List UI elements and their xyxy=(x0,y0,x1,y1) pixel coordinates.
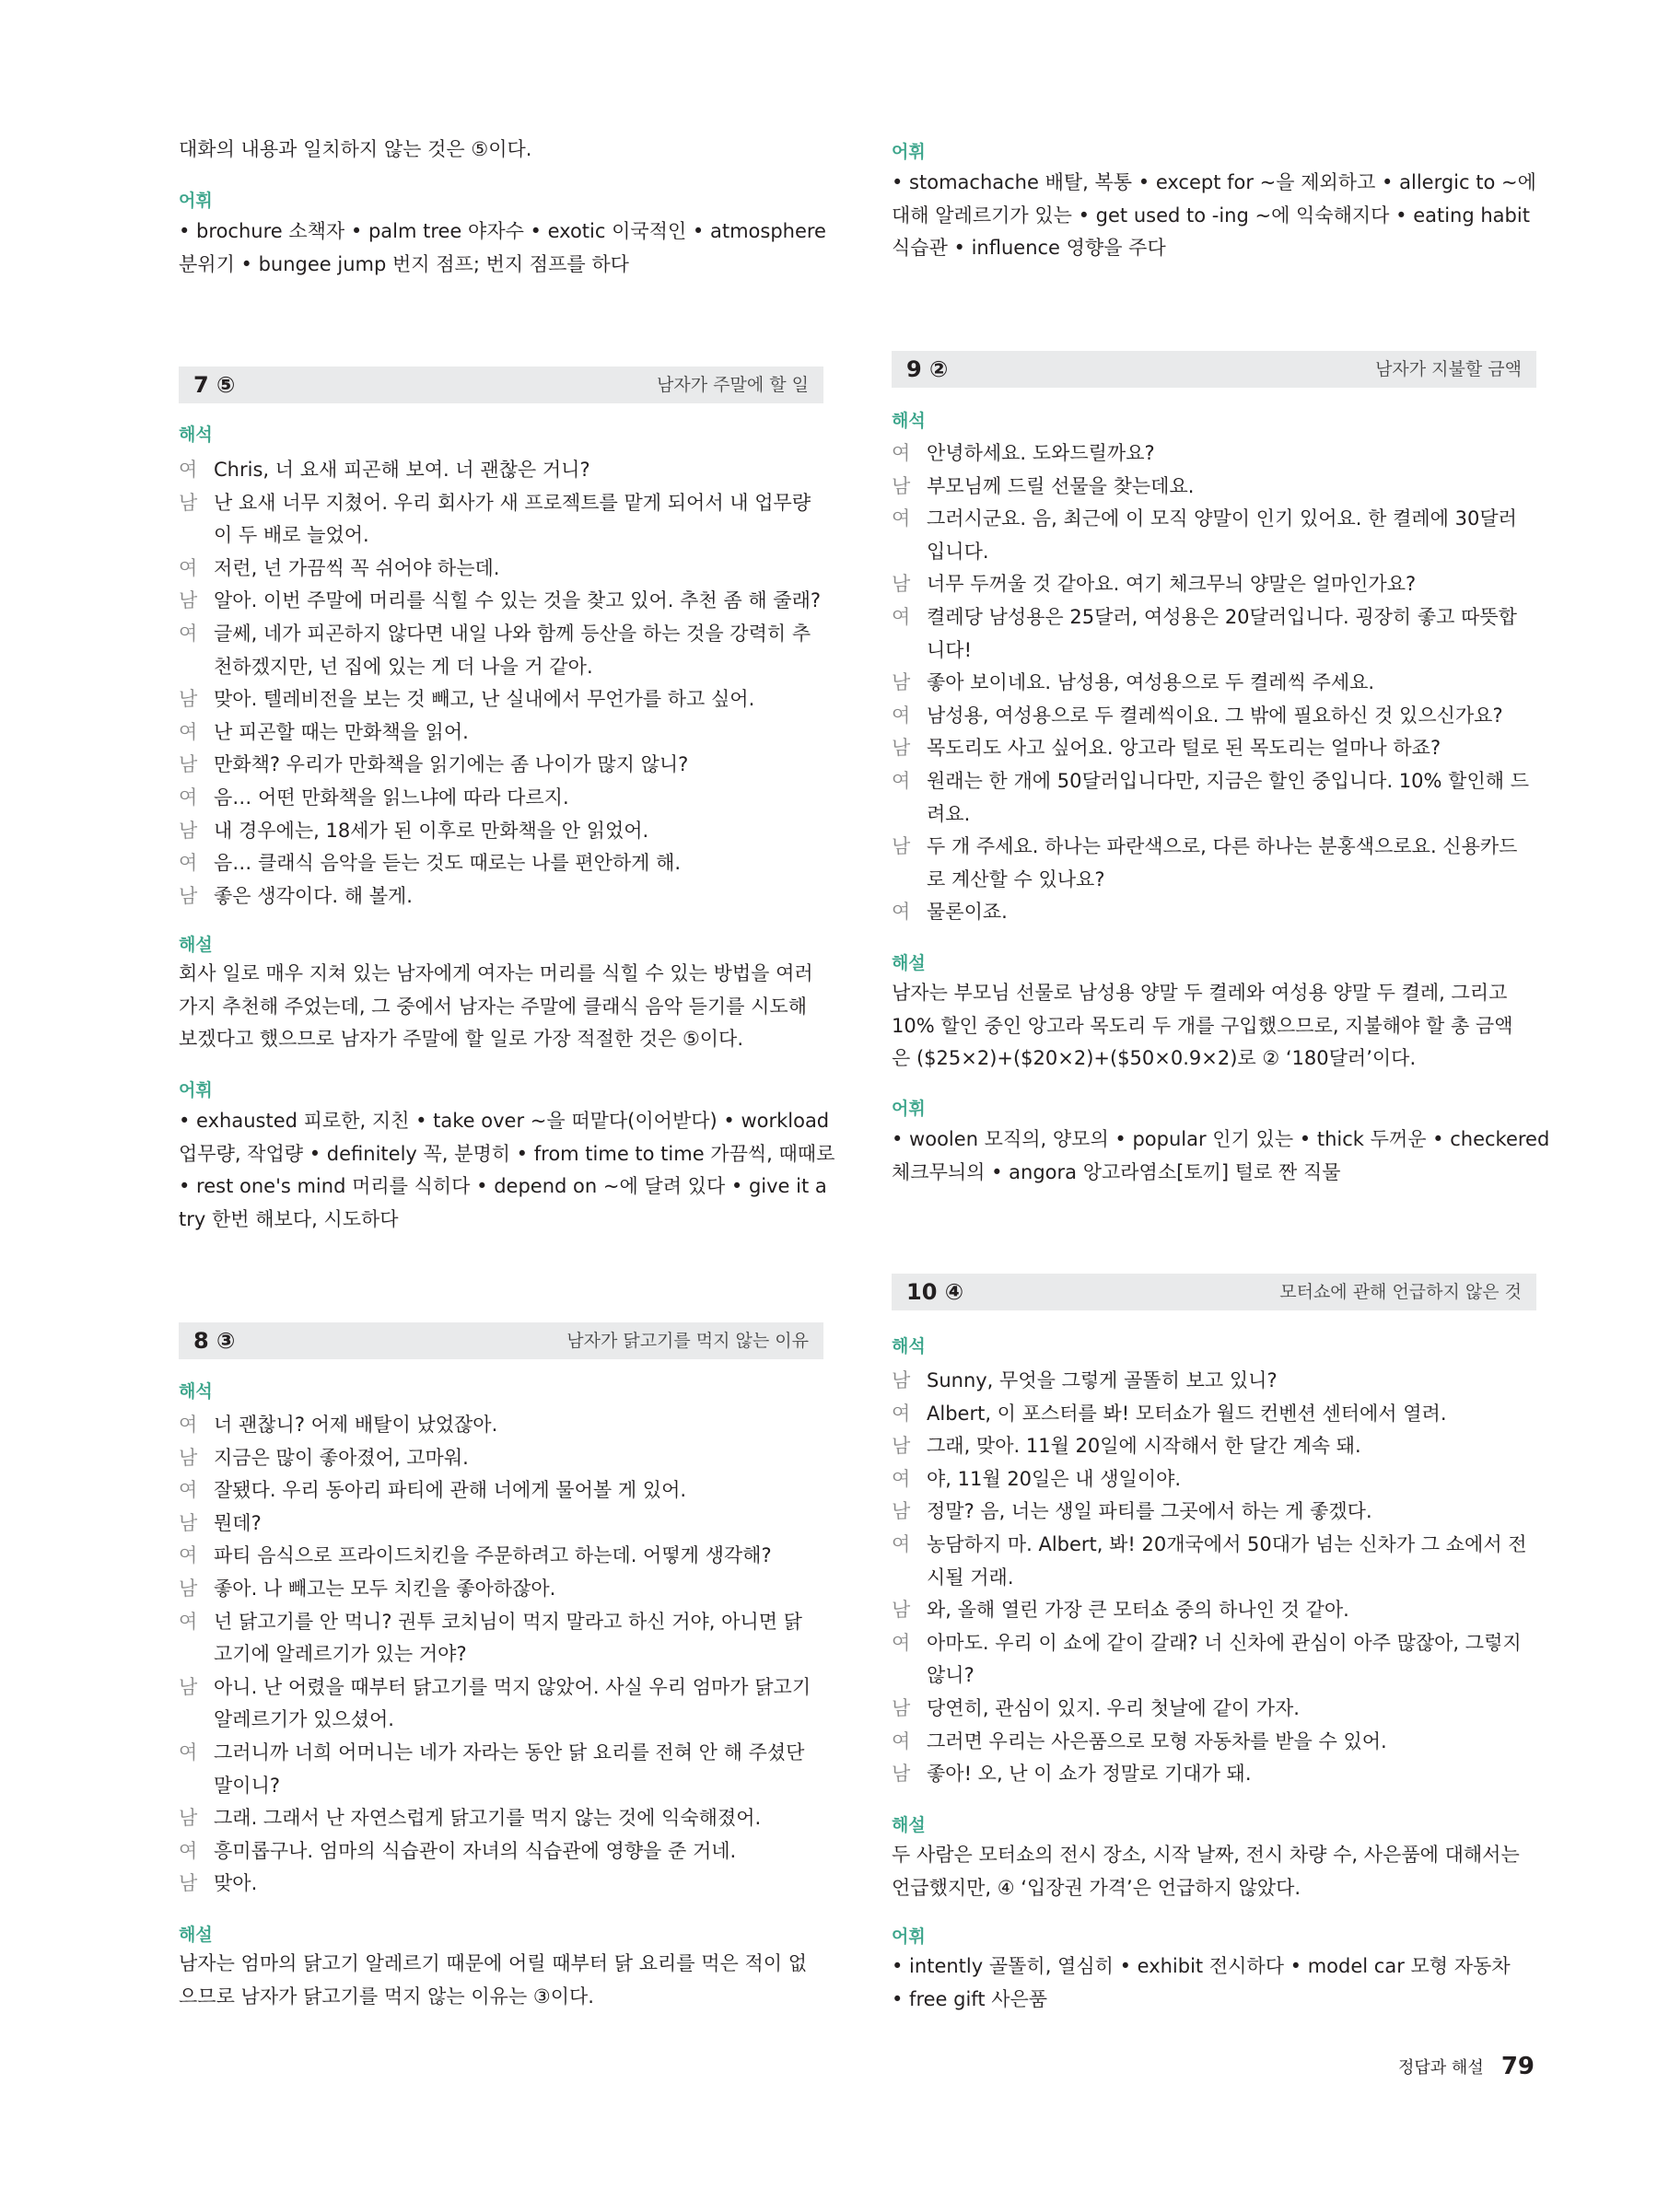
dialogue-text: 두 개 주세요. 하나는 파란색으로, 다른 하나는 분홍색으로요. 신용카드 xyxy=(927,835,1518,858)
vocab-line: 대해 알레르기가 있는 • get used to -ing ~에 익숙해지다 • eating habit xyxy=(892,204,1530,227)
dialogue-line xyxy=(892,634,1536,667)
dialogue-text: 음… 클래식 음악을 듣는 것도 때로는 나를 편안하게 해. xyxy=(214,852,682,875)
dialogue-line xyxy=(892,863,1536,896)
dialogue-line xyxy=(892,1659,1536,1692)
explanation-label: 해설 xyxy=(892,1815,926,1835)
explanation-line: 보겠다고 했으므로 남자가 주말에 할 일로 가장 적절한 것은 ⑤이다. xyxy=(179,1028,744,1050)
dialogue-text: 좋아. 나 빼고는 모두 치킨을 좋아하잖아. xyxy=(214,1578,556,1600)
intro-answer xyxy=(179,134,823,167)
dialogue-line xyxy=(179,748,823,781)
dialogue-line xyxy=(179,552,823,585)
translation-label: 해석 xyxy=(892,1336,926,1356)
dialogue-text: 좋아 보이네요. 남성용, 여성용으로 두 켤레씩 주세요. xyxy=(927,671,1375,694)
speaker-label: 여 xyxy=(892,704,911,727)
dialogue-text: 맞아. 텔레비전을 보는 것 빼고, 난 실내에서 무언가를 하고 싶어. xyxy=(214,688,755,711)
dialogue-line xyxy=(892,502,1536,535)
vocab-line: • rest one's mind 머리를 식히다 • depend on ~에 달려 있다 • give it a xyxy=(179,1175,827,1197)
dialogue-line xyxy=(892,1528,1536,1561)
dialogue-text: 고기에 알레르기가 있는 거야? xyxy=(214,1643,467,1666)
dialogue-text: 넌 닭고기를 안 먹니? 권투 코치님이 먹지 말라고 하신 거야, 아니면 닭 xyxy=(214,1610,802,1633)
speaker-label: 여 xyxy=(179,1479,198,1502)
vocab-list xyxy=(179,1105,835,1236)
explanation-label: 해설 xyxy=(179,1925,213,1945)
question-topic: 모터쇼에 관해 언급하지 않은 것 xyxy=(1279,1282,1522,1302)
dialogue-text: 려요. xyxy=(927,802,971,825)
dialogue-text: 원래는 한 개에 50달러입니다만, 지금은 할인 중입니다. 10% 할인해 드 xyxy=(927,770,1529,792)
dialogue-text: Albert, 이 포스터를 봐! 모터쇼가 월드 컨벤션 센터에서 열려. xyxy=(927,1402,1447,1425)
speaker-label: 여 xyxy=(179,556,198,579)
vocab-line: • brochure 소책자 • palm tree 야자수 • exotic 이국적인 • atmosphere xyxy=(179,220,826,242)
dialogue-text: 지금은 많이 좋아졌어, 고마워. xyxy=(214,1446,469,1469)
dialogue-line xyxy=(179,1605,823,1638)
explanation-line: 남자는 부모님 선물로 남성용 양말 두 켤레와 여성용 양말 두 켤레, 그리고 xyxy=(892,982,1508,1004)
vocab-line: • exhausted 피로한, 지친 • take over ~을 떠맡다(이어받다) • workload xyxy=(179,1110,830,1132)
vocab-line: • free gift 사은품 xyxy=(892,1987,1048,2010)
question-topic: 남자가 지불할 금액 xyxy=(1375,359,1522,379)
speaker-label: 남 xyxy=(179,491,198,514)
speaker-label: 여 xyxy=(892,507,911,530)
speaker-label: 남 xyxy=(179,819,198,842)
dialogue-line xyxy=(892,699,1536,732)
speaker-label: 남 xyxy=(892,737,911,760)
page-number: 79 xyxy=(1500,2053,1535,2080)
dialogue-text: 시될 거래. xyxy=(927,1566,1014,1589)
dialogue-text: 정말? 음, 너는 생일 파티를 그곳에서 하는 게 좋겠다. xyxy=(927,1500,1372,1523)
dialogue-text: 내 경우에는, 18세가 된 이후로 만화책을 안 읽었어. xyxy=(214,819,649,842)
dialogue-line xyxy=(892,567,1536,600)
dialogue-line xyxy=(179,1637,823,1671)
explanation-line: 언급했지만, ④ ‘입장권 가격’은 언급하지 않았다. xyxy=(892,1876,1301,1899)
speaker-label: 남 xyxy=(892,835,911,858)
dialogue-text: 그래. 그래서 난 자연스럽게 닭고기를 먹지 않는 것에 익숙해졌어. xyxy=(214,1807,762,1830)
speaker-label: 여 xyxy=(179,1414,198,1436)
dialogue-line xyxy=(179,846,823,879)
vocab-label: 어휘 xyxy=(179,1080,213,1100)
explanation-text xyxy=(179,1948,823,2013)
speaker-label: 남 xyxy=(892,1435,911,1458)
dialogue-text: Sunny, 무엇을 그렇게 골똘히 보고 있니? xyxy=(927,1369,1278,1391)
dialogue-line xyxy=(892,764,1536,797)
speaker-label: 남 xyxy=(892,671,911,694)
speaker-label: 여 xyxy=(179,459,198,481)
speaker-label: 여 xyxy=(892,606,911,628)
dialogue-text: 남성용, 여성용으로 두 켤레씩이요. 그 밖에 필요하신 것 있으신가요? xyxy=(927,704,1503,727)
translation-label: 해석 xyxy=(179,1381,213,1402)
vocab-list xyxy=(892,1123,1550,1189)
dialogue-line xyxy=(179,1736,823,1769)
question-8-header xyxy=(179,1322,823,1359)
dialogue-text: 너무 두꺼울 것 같아요. 여기 체크무늬 양말은 얼마인가요? xyxy=(927,573,1417,596)
dialogue-line xyxy=(892,830,1536,863)
dialogue-line xyxy=(892,1593,1536,1626)
dialogue-text: 천하겠지만, 넌 집에 있는 게 더 나을 거 같아. xyxy=(214,655,593,678)
dialogue-text: 그러니까 너희 어머니는 네가 자라는 동안 닭 요리를 전혀 안 해 주셨단 xyxy=(214,1741,805,1764)
dialogue-line xyxy=(892,1561,1536,1594)
speaker-label: 남 xyxy=(892,573,911,596)
dialogue-text: 아마도. 우리 이 쇼에 같이 갈래? 너 신차에 관심이 아주 많잖아, 그렇지 xyxy=(927,1631,1522,1654)
footer-label: 정답과 해설 xyxy=(1398,2058,1484,2078)
dialogue-line xyxy=(179,1867,823,1900)
speaker-label: 여 xyxy=(892,1533,911,1555)
vocab-label: 어휘 xyxy=(179,191,213,211)
vocab-line: • woolen 모직의, 양모의 • popular 인기 있는 • thick 두꺼운 • checkered xyxy=(892,1128,1550,1150)
dialogue-line xyxy=(179,716,823,749)
speaker-label: 여 xyxy=(892,1729,911,1752)
dialogue-line xyxy=(179,1671,823,1704)
vocab-line: try 한번 해보다, 시도하다 xyxy=(179,1207,399,1230)
dialogue-text: 입니다. xyxy=(927,540,989,563)
speaker-label: 남 xyxy=(179,688,198,711)
dialogue-line xyxy=(179,1473,823,1507)
speaker-label: 남 xyxy=(179,1807,198,1830)
speaker-label: 여 xyxy=(179,720,198,743)
question-number: 8 ③ xyxy=(193,1328,236,1354)
dialogue-line xyxy=(892,731,1536,764)
explanation-line: 남자는 엄마의 닭고기 알레르기 때문에 어릴 때부터 닭 요리를 먹은 적이 없 xyxy=(179,1952,808,1974)
dialogue-line xyxy=(892,1397,1536,1430)
dialogue-line xyxy=(179,814,823,847)
speaker-label: 남 xyxy=(892,1500,911,1523)
explanation-label: 해설 xyxy=(892,953,926,973)
vocab-label: 어휘 xyxy=(892,142,926,162)
dialogue-text: 알아. 이번 주말에 머리를 식힐 수 있는 것을 찾고 있어. 추천 좀 해 줄래? xyxy=(214,589,821,612)
dialogue-line xyxy=(179,1703,823,1736)
dialogue-text: 알레르기가 있으셨어. xyxy=(214,1708,394,1731)
dialogue-line xyxy=(892,1692,1536,1725)
speaker-label: 여 xyxy=(892,1631,911,1654)
speaker-label: 여 xyxy=(179,1839,198,1862)
dialogue-text: 물론이죠. xyxy=(927,901,1008,924)
speaker-label: 여 xyxy=(179,1544,198,1567)
explanation-line: 으므로 남자가 닭고기를 먹지 않는 이유는 ③이다. xyxy=(179,1985,594,2008)
dialogue-line xyxy=(892,535,1536,568)
dialogue-text: 이 두 배로 늘었어. xyxy=(214,524,369,547)
dialogue-line xyxy=(892,1495,1536,1528)
question-topic: 남자가 닭고기를 먹지 않는 이유 xyxy=(566,1331,809,1351)
explanation-line: 회사 일로 매우 지쳐 있는 남자에게 여자는 머리를 식힐 수 있는 방법을 여러 xyxy=(179,962,813,984)
speaker-label: 남 xyxy=(892,1599,911,1622)
dialogue-line xyxy=(892,666,1536,699)
dialogue-line xyxy=(179,1507,823,1540)
dialogue-line xyxy=(892,437,1536,470)
speaker-label: 여 xyxy=(179,623,198,645)
dialogue-text: 와, 올해 열린 가장 큰 모터쇼 중의 하나인 것 같아. xyxy=(927,1599,1349,1622)
dialogue-text: 음… 어떤 만화책을 읽느냐에 따라 다르지. xyxy=(214,786,569,809)
vocab-line: 식습관 • influence 영향을 주다 xyxy=(892,237,1166,259)
question-topic: 남자가 주말에 할 일 xyxy=(657,375,809,395)
explanation-line: 은 ($25×2)+($20×2)+($50×0.9×2)로 ② ‘180달러’이다. xyxy=(892,1047,1417,1069)
dialogue-text: 만화책? 우리가 만화책을 읽기에는 좀 나이가 많지 않니? xyxy=(214,753,689,776)
vocab-line: 체크무늬의 • angora 앙고라염소[토끼] 털로 짠 직물 xyxy=(892,1160,1341,1183)
translation-label: 해석 xyxy=(892,411,926,431)
dialogue-line xyxy=(179,1408,823,1441)
dialogue-text: 좋아! 오, 난 이 쇼가 정말로 기대가 돼. xyxy=(927,1763,1252,1786)
dialogue-line xyxy=(179,1539,823,1572)
speaker-label: 여 xyxy=(179,1610,198,1633)
dialogue-line xyxy=(179,518,823,552)
dialogue-line xyxy=(892,895,1536,928)
speaker-label: 남 xyxy=(892,1697,911,1719)
dialogue-line xyxy=(892,1725,1536,1758)
speaker-label: 남 xyxy=(179,1675,198,1698)
speaker-label: 남 xyxy=(179,1446,198,1469)
explanation-text xyxy=(179,958,823,1056)
vocab-line: • intently 골똘히, 열심히 • exhibit 전시하다 • model car 모형 자동차 xyxy=(892,1955,1511,1977)
dialogue-text: 파티 음식으로 프라이드치킨을 주문하려고 하는데. 어떻게 생각해? xyxy=(214,1544,772,1567)
vocab-label: 어휘 xyxy=(892,1099,926,1119)
dialogue-line xyxy=(892,1462,1536,1496)
dialogue-text: 맞아. xyxy=(214,1872,258,1895)
speaker-label: 여 xyxy=(179,852,198,875)
speaker-label: 남 xyxy=(892,1369,911,1391)
vocab-label: 어휘 xyxy=(892,1927,926,1947)
dialogue-line xyxy=(179,1801,823,1834)
dialogue-text: 좋은 생각이다. 해 볼게. xyxy=(214,884,413,907)
dialogue-text: 말이니? xyxy=(214,1774,281,1797)
speaker-label: 남 xyxy=(179,1872,198,1895)
explanation-text xyxy=(892,977,1536,1076)
dialogue-line xyxy=(179,486,823,519)
speaker-label: 남 xyxy=(179,753,198,776)
dialogue-line xyxy=(179,682,823,716)
dialogue-line xyxy=(892,600,1536,634)
vocab-list xyxy=(892,167,1536,265)
dialogue-line xyxy=(179,584,823,617)
speaker-label: 남 xyxy=(179,1578,198,1600)
dialogue-line xyxy=(892,1757,1536,1790)
vocab-line: 업무량, 작업량 • definitely 꼭, 분명히 • from time to time 가끔씩, 때때로 xyxy=(179,1142,835,1165)
translation-label: 해석 xyxy=(179,425,213,445)
speaker-label: 여 xyxy=(892,1402,911,1425)
dialogue-text: 당연히, 관심이 있지. 우리 첫날에 같이 가자. xyxy=(927,1697,1300,1719)
dialogue-text: Chris, 너 요새 피곤해 보여. 너 괜찮은 거니? xyxy=(214,459,590,481)
speaker-label: 여 xyxy=(892,770,911,792)
speaker-label: 남 xyxy=(179,589,198,612)
dialogue-line xyxy=(179,1769,823,1802)
dialogue-text: 켤레당 남성용은 25달러, 여성용은 20달러입니다. 굉장히 좋고 따뜻합 xyxy=(927,606,1517,628)
speaker-label: 남 xyxy=(892,474,911,497)
vocab-line: 분위기 • bungee jump 번지 점프; 번지 점프를 하다 xyxy=(179,252,629,275)
dialogue-text: 흥미롭구나. 엄마의 식습관이 자녀의 식습관에 영향을 준 거네. xyxy=(214,1839,737,1862)
dialogue-line xyxy=(179,453,823,486)
speaker-label: 남 xyxy=(179,884,198,907)
speaker-label: 여 xyxy=(892,442,911,464)
dialogue-line xyxy=(179,879,823,913)
dialogue-text: 난 피곤할 때는 만화책을 읽어. xyxy=(214,720,469,743)
question-number: 9 ② xyxy=(906,356,949,382)
vocab-line: • stomachache 배탈, 복통 • except for ~을 제외하고 • allergic to ~에 xyxy=(892,171,1536,193)
question-number: 10 ④ xyxy=(906,1279,964,1305)
vocab-list xyxy=(179,215,826,281)
dialogue-text: 글쎄, 네가 피곤하지 않다면 내일 나와 함께 등산을 하는 것을 강력히 추 xyxy=(214,623,811,645)
question-10-header xyxy=(892,1274,1536,1310)
dialogue-line xyxy=(179,1572,823,1605)
dialogue-line xyxy=(179,650,823,683)
question-9-header xyxy=(892,351,1536,388)
dialogue-text: 뭔데? xyxy=(214,1511,262,1534)
dialogue-text: 그러면 우리는 사은품으로 모형 자동차를 받을 수 있어. xyxy=(927,1729,1387,1752)
explanation-text xyxy=(892,1839,1536,1904)
dialogue-text: 않니? xyxy=(927,1664,975,1687)
dialogue-text: 너 괜찮니? 어제 배탈이 났었잖아. xyxy=(214,1414,498,1436)
dialogue-text: 그러시군요. 음, 최근에 이 모직 양말이 인기 있어요. 한 켤레에 30달러 xyxy=(927,507,1517,530)
question-7-header xyxy=(179,367,823,403)
speaker-label: 여 xyxy=(892,1467,911,1490)
dialogue-text: 잘됐다. 우리 동아리 파티에 관해 너에게 물어볼 게 있어. xyxy=(214,1479,687,1502)
explanation-line: 두 사람은 모터쇼의 전시 장소, 시작 날짜, 전시 차량 수, 사은품에 대해서는 xyxy=(892,1844,1520,1866)
speaker-label: 여 xyxy=(179,786,198,809)
dialogue-text: 로 계산할 수 있나요? xyxy=(927,867,1105,891)
dialogue-text: 니다! xyxy=(927,638,972,661)
dialogue-text: 농담하지 마. Albert, 봐! 20개국에서 50대가 넘는 신차가 그 쇼에서 전 xyxy=(927,1533,1527,1555)
dialogue-line xyxy=(179,617,823,650)
dialogue-text: 부모님께 드릴 선물을 찾는데요. xyxy=(927,474,1195,497)
speaker-label: 남 xyxy=(179,1511,198,1534)
intro-answer-line: 대화의 내용과 일치하지 않는 것은 ⑤이다. xyxy=(179,138,532,160)
explanation-line: 10% 할인 중인 앙고라 목도리 두 개를 구입했으므로, 지불해야 할 총 금액 xyxy=(892,1014,1513,1037)
dialogue-line xyxy=(892,470,1536,503)
dialogue-line xyxy=(892,1429,1536,1462)
dialogue-line xyxy=(179,1441,823,1474)
dialogue-text: 그래, 맞아. 11월 20일에 시작해서 한 달간 계속 돼. xyxy=(927,1435,1361,1458)
dialogue-text: 목도리도 사고 싶어요. 앙고라 털로 된 목도리는 얼마나 하죠? xyxy=(927,737,1441,760)
dialogue-line xyxy=(179,1834,823,1868)
speaker-label: 남 xyxy=(892,1763,911,1786)
dialogue-text: 아니. 난 어렸을 때부터 닭고기를 먹지 않았어. 사실 우리 엄마가 닭고기 xyxy=(214,1675,811,1698)
dialogue-text: 야, 11월 20일은 내 생일이야. xyxy=(927,1467,1182,1490)
dialogue-line xyxy=(892,1364,1536,1397)
speaker-label: 여 xyxy=(179,1741,198,1764)
explanation-label: 해설 xyxy=(179,935,213,955)
speaker-label: 여 xyxy=(892,901,911,924)
dialogue-line xyxy=(892,797,1536,831)
question-number: 7 ⑤ xyxy=(193,372,236,398)
dialogue-line xyxy=(892,1626,1536,1659)
explanation-line: 가지 추천해 주었는데, 그 중에서 남자는 주말에 클래식 음악 듣기를 시도해 xyxy=(179,995,808,1018)
dialogue-text: 저런, 넌 가끔씩 꼭 쉬어야 하는데. xyxy=(214,556,500,579)
dialogue-text: 난 요새 너무 지쳤어. 우리 회사가 새 프로젝트를 맡게 되어서 내 업무량 xyxy=(214,491,811,514)
page-footer xyxy=(1398,2053,1535,2080)
vocab-list xyxy=(892,1950,1536,2016)
dialogue-text: 안녕하세요. 도와드릴까요? xyxy=(927,442,1155,464)
dialogue-line xyxy=(179,781,823,814)
